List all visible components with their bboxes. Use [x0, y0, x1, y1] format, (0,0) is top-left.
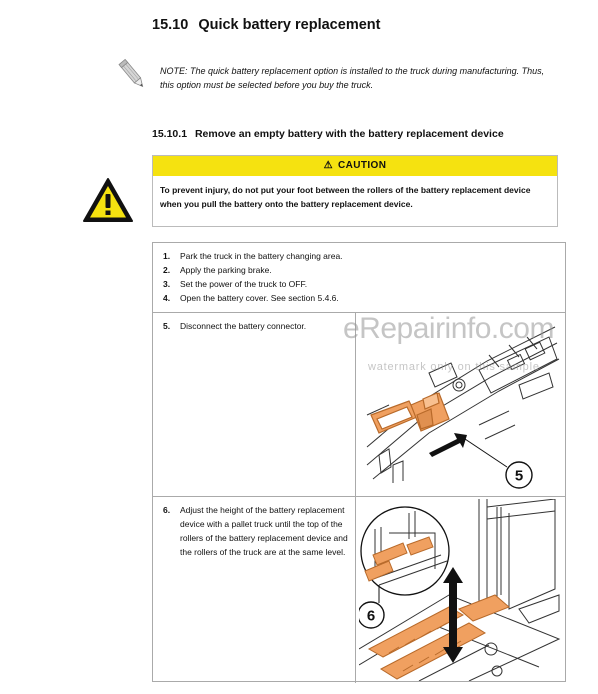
subsection-title [152, 128, 504, 140]
caution-header-symbol: ⚠ [323, 160, 333, 171]
pencil-icon [118, 58, 148, 92]
step-text: Set the power of the truck to OFF. [180, 279, 308, 289]
callout-number: 5 [514, 467, 524, 485]
steps-group-2 [163, 319, 350, 333]
section-title [152, 17, 380, 33]
watermark-text: eRepairinfo.com [343, 312, 554, 345]
step-item [163, 319, 350, 333]
step-number: 1. [163, 251, 171, 261]
section-title-text: Quick battery replacement [198, 17, 381, 33]
callout-number: 6 [366, 607, 376, 625]
note-text: NOTE: The quick battery replacement option is installed to the truck during manufacturing. Thus, this option must be selected before you buy the truck. [160, 66, 545, 90]
subsection-number: 15.10.1 [152, 128, 188, 140]
section-number: 15.10 [152, 17, 189, 33]
caution-header-text: CAUTION [338, 160, 387, 171]
step-number: 6. [163, 505, 171, 515]
rollers-shape [366, 595, 509, 679]
step-item [163, 291, 560, 305]
step-text: Disconnect the battery connector. [180, 321, 307, 331]
step-text: Apply the parking brake. [180, 265, 272, 275]
watermark-subtext: watermark only on this sample [368, 361, 540, 373]
step-number: 2. [163, 265, 171, 275]
connector-shape [371, 393, 449, 433]
direction-arrow [429, 433, 467, 457]
step-text: Open the battery cover. See section 5.4.6. [180, 293, 339, 303]
step-item [163, 263, 560, 277]
warning-triangle-icon [82, 177, 134, 223]
step-item [163, 277, 560, 291]
steps-group-1 [163, 249, 560, 305]
procedure-row-1 [153, 243, 565, 313]
step-number: 5. [163, 321, 171, 331]
caution-text: To prevent injury, do not put your foot between the rollers of the battery replacement device when you pull the battery onto the battery replacement device. [160, 185, 531, 209]
subsection-title-text: Remove an empty battery with the battery replacement device [194, 128, 504, 140]
pallet-truck-illustration [359, 499, 563, 681]
procedure-row-3 [153, 497, 565, 683]
step-item [163, 503, 360, 559]
step-text: Park the truck in the battery changing area. [180, 251, 343, 261]
caution-box [152, 155, 558, 227]
step-number: 4. [163, 293, 171, 303]
steps-group-3 [163, 503, 360, 559]
step-number: 3. [163, 279, 171, 289]
step-text: Adjust the height of the battery replacement device with a pallet truck until the top of the rollers of the battery replacement device and the rollers of the truck are at the same level. [180, 505, 348, 557]
caution-header [153, 156, 557, 176]
step-item [163, 249, 560, 263]
procedure-table [152, 242, 566, 682]
